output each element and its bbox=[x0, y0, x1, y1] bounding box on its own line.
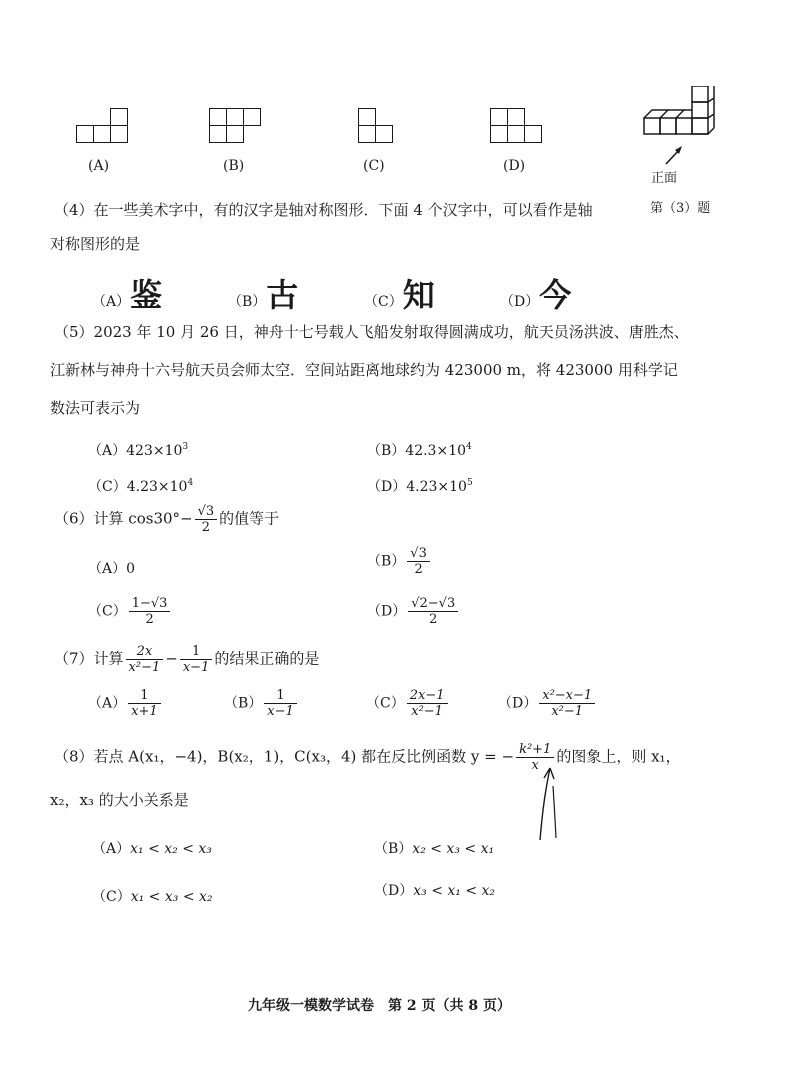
q8-option-a[interactable]: （A）x₁ < x₂ < x₃ bbox=[92, 841, 212, 857]
q7-option-a[interactable]: （A） $\frac{1}{x+1}$ bbox=[88, 688, 163, 719]
q5-option-d[interactable]: $(D)4.23\times 10^5$ bbox=[367, 478, 473, 495]
q4-option-b[interactable]: （B）古 bbox=[228, 276, 299, 314]
q4-option-a[interactable]: （A）鉴 bbox=[92, 276, 163, 314]
q8-option-c[interactable]: （C）x₁ < x₃ < x₂ bbox=[92, 889, 213, 905]
q4-option-d[interactable]: （D）今 bbox=[500, 276, 572, 314]
q5-option-c[interactable]: $(C)4.23\times 10^4$ bbox=[88, 478, 194, 495]
front-arrow-icon bbox=[662, 144, 686, 168]
q4-stem-line2: 对称图形的是 bbox=[50, 235, 141, 253]
q6-option-d[interactable]: （D） $\frac{√2-√3}{2}$ bbox=[367, 596, 460, 627]
q5-stem-line2: 江新林与神舟十六号航天员会师太空．空间站距离地球约为 423000 m，将 423000 用科学记 bbox=[50, 361, 678, 379]
q4-char-a: 鉴 bbox=[130, 276, 163, 314]
q3-label-b: (B) bbox=[223, 158, 245, 174]
q5-stem-line3: 数法可表示为 bbox=[50, 399, 141, 417]
q4-char-d: 今 bbox=[539, 276, 572, 314]
q8-option-d[interactable]: （D）x₃ < x₁ < x₂ bbox=[374, 883, 496, 899]
q3-caption: 第（3）题 bbox=[650, 201, 711, 216]
front-label: 正面 bbox=[651, 171, 678, 186]
q7-option-d[interactable]: （D） $\frac{\text{x²−x−1}}{\text{x²−1}}$ bbox=[498, 688, 597, 719]
q3-label-d: (D) bbox=[503, 158, 526, 174]
q7-option-c[interactable]: （C） $\frac{2x-1}{\text{x²−1}}$ bbox=[366, 688, 450, 719]
q5-option-a[interactable]: $(A)423\times 10^3$ bbox=[88, 442, 189, 459]
q4-stem-line1: （4）在一些美术字中，有的汉字是轴对称图形．下面 4 个汉字中，可以看作是轴 bbox=[54, 201, 593, 219]
q8-option-b[interactable]: （B）x₂ < x₃ < x₁ bbox=[374, 841, 495, 857]
q7-option-b[interactable]: （B） $\frac{1}{x-1}$ bbox=[224, 688, 299, 719]
q6-stem: （6）计算 cos30°− $\frac{√3}{2}$ 的值等于 bbox=[54, 504, 280, 535]
q4-char-b: 古 bbox=[266, 276, 299, 314]
q6-option-a[interactable]: （A）0 bbox=[88, 561, 136, 577]
page-footer: 九年级一模数学试卷 第 2 页（共 8 页） bbox=[248, 998, 511, 1014]
q8-stem-line1: （8）若点 A(x₁，−4)，B(x₂，1)，C(x₃，4) 都在反比例函数 y = − $\frac{\text{k²+1}}{x}$ 的图象上，则 x₁， bbox=[54, 742, 681, 773]
q5-stem-line1: （5）2023 年 10 月 26 日，神舟十七号载人飞船发射取得圆满成功，航天员汤洪波、唐胜杰、 bbox=[54, 323, 689, 341]
handwritten-arrow-mark bbox=[530, 762, 570, 842]
q5-option-b[interactable]: $(B)42.3\times 10^4$ bbox=[367, 442, 472, 459]
q4-char-c: 知 bbox=[402, 276, 435, 314]
q7-stem: （7）计算 $\frac{2x}{\text{x²−1}}$ − $\frac{1}{x-1}$ 的结果正确的是 bbox=[54, 644, 320, 675]
q6-option-b[interactable]: （B） $\frac{√3}{2}$ bbox=[367, 546, 432, 577]
q3-cube-figure bbox=[640, 86, 720, 150]
q4-option-c[interactable]: （C）知 bbox=[364, 276, 435, 314]
q3-label-c: (C) bbox=[363, 158, 385, 174]
q8-stem-line2: x₂，x₃ 的大小关系是 bbox=[50, 791, 189, 809]
q6-option-c[interactable]: （C） $\frac{1-√3}{2}$ bbox=[88, 596, 172, 627]
q3-label-a: (A) bbox=[88, 158, 110, 174]
